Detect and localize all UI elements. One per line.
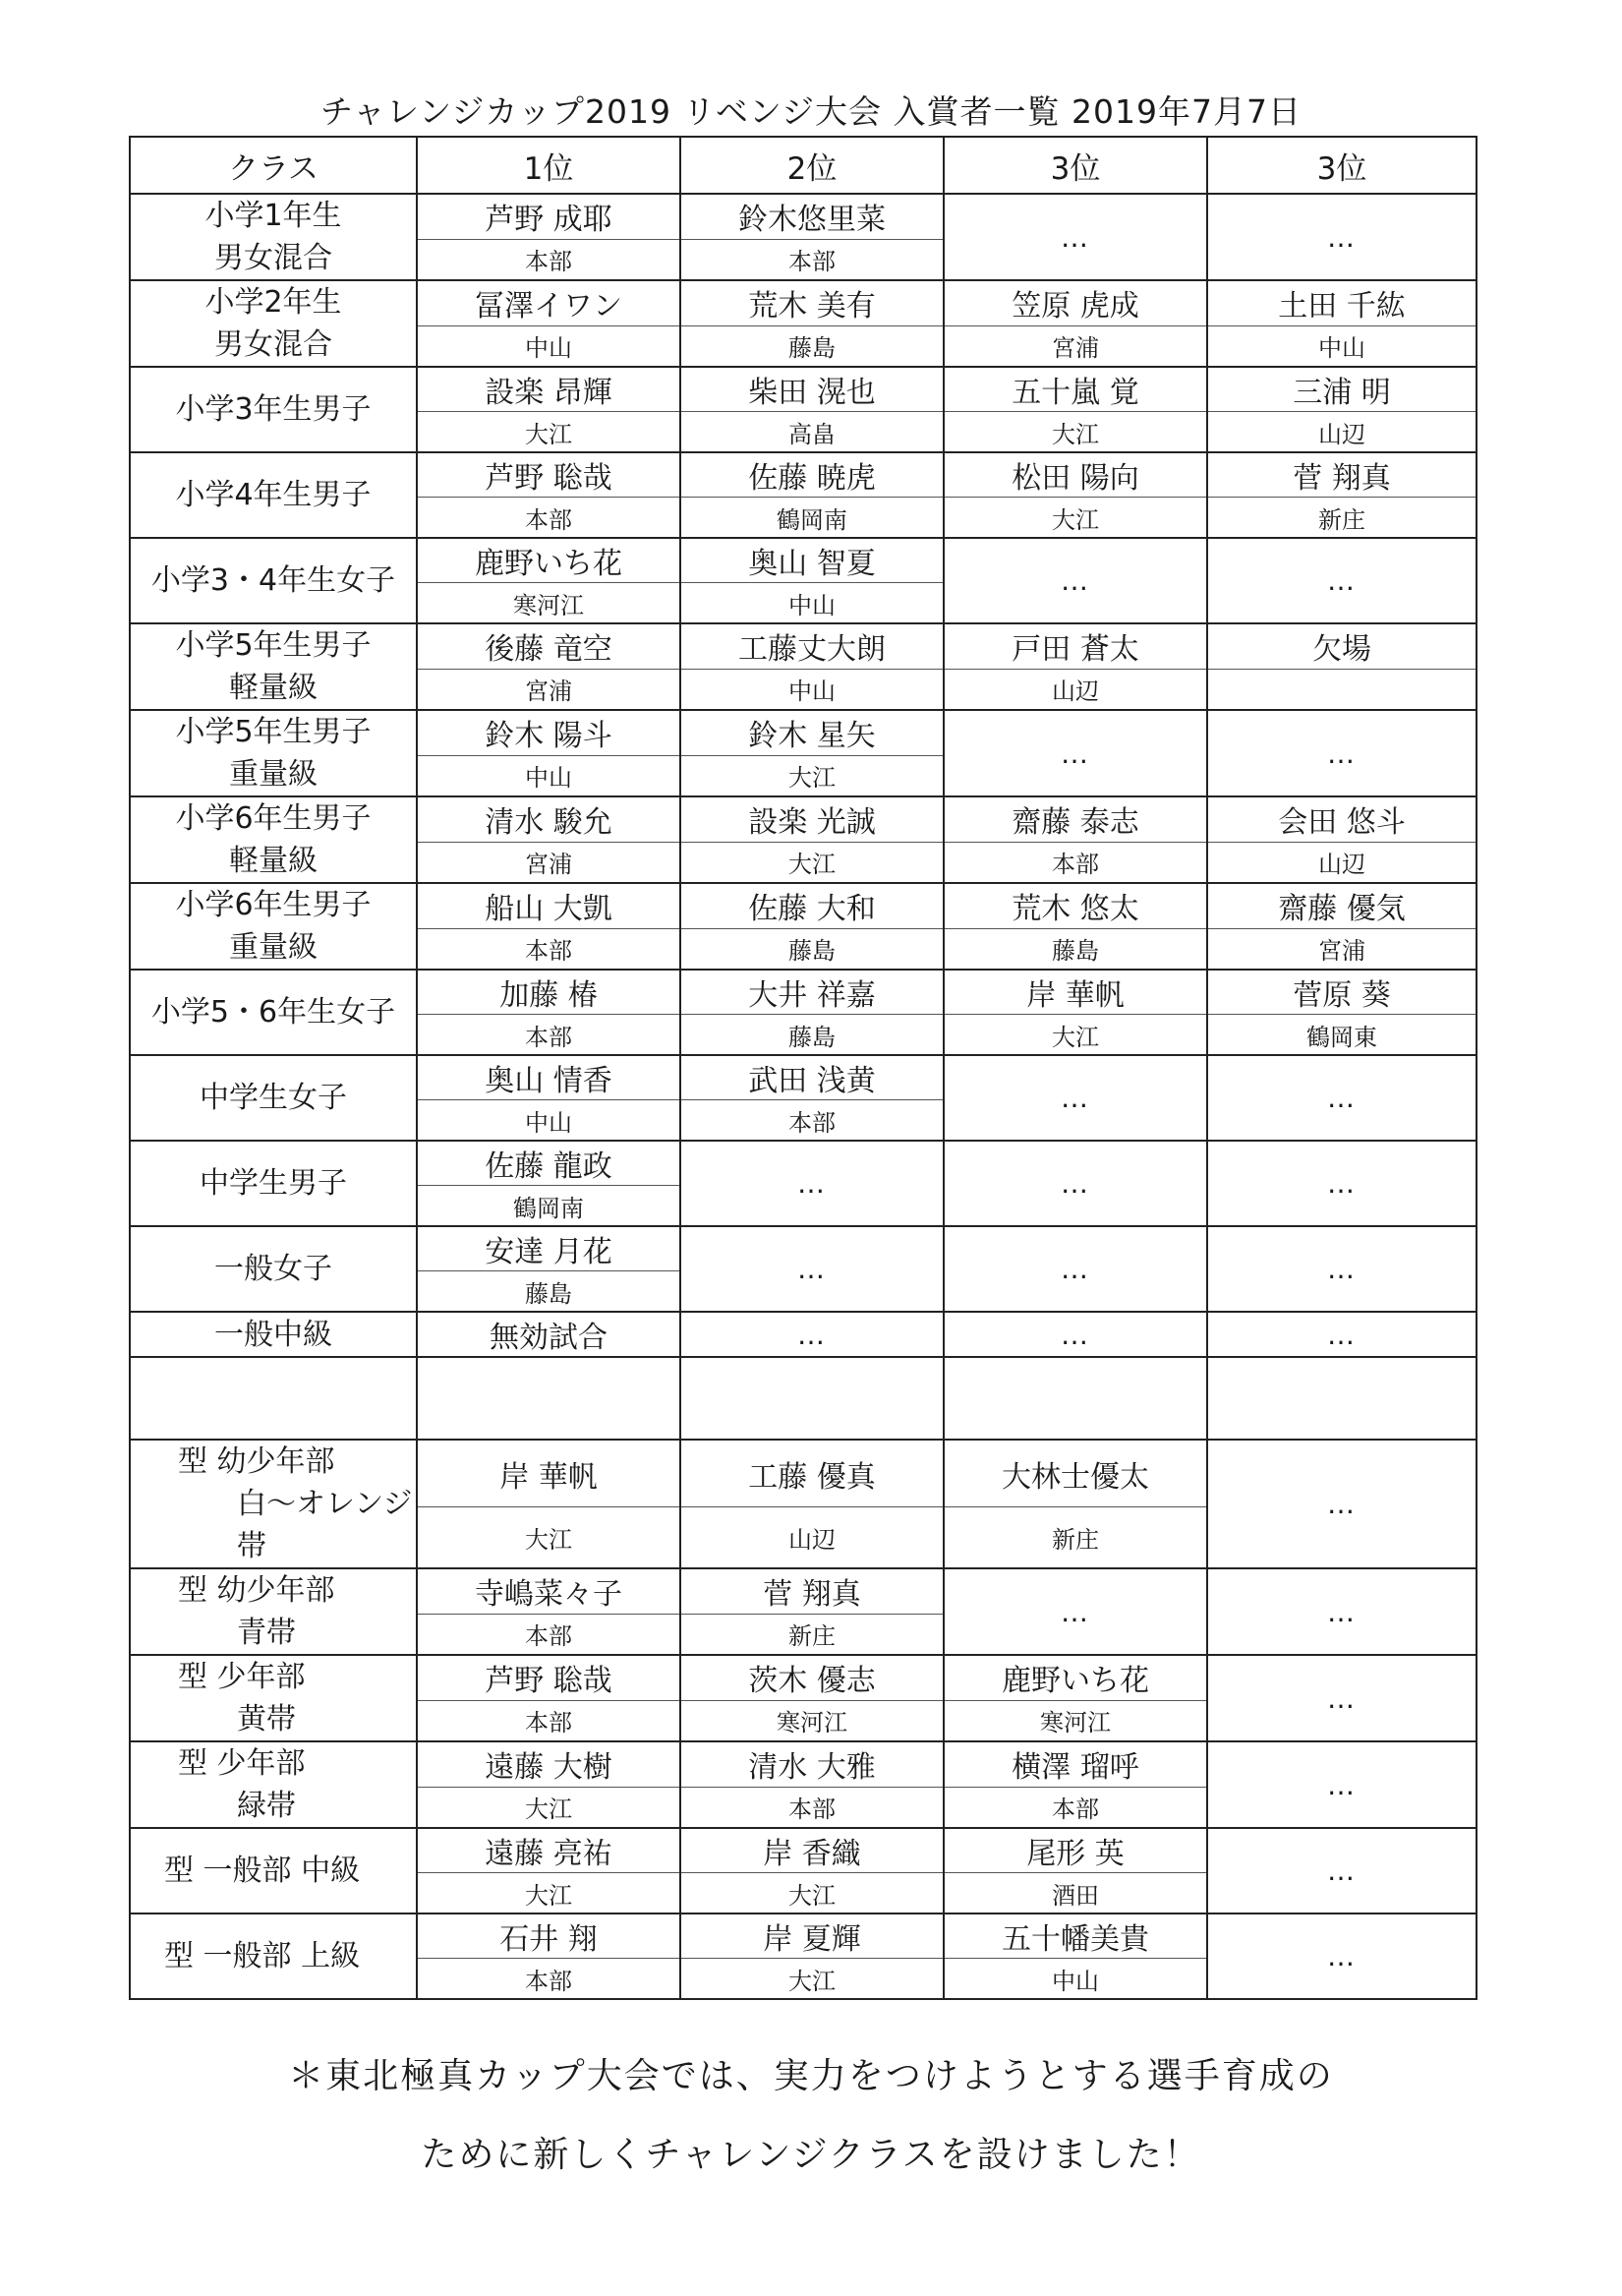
winner-name: 大井 祥嘉 [680, 970, 944, 1015]
class-label: 小学5年生男子 [175, 628, 372, 663]
blank-cell [680, 1357, 944, 1440]
results-body [130, 194, 1477, 1999]
winner-name: 冨澤イワン [417, 280, 680, 325]
winner-name: 奥山 智夏 [680, 538, 944, 583]
header-3rd-a: 3位 [944, 137, 1207, 194]
winner-name: 鈴木 陽斗 [417, 710, 680, 755]
header-2nd: 2位 [680, 137, 944, 194]
result-row [130, 538, 1477, 583]
winner-name: 船山 大凱 [417, 883, 680, 928]
class-label: 軽量級 [229, 844, 318, 878]
blank-cell [1207, 1357, 1477, 1440]
winner-name: 鈴木 星矢 [680, 710, 944, 755]
result-row [130, 710, 1477, 755]
winner-dojo: 本部 [417, 1959, 680, 2000]
winner-dojo: 本部 [417, 1614, 680, 1655]
class-label: 一般中級 [214, 1317, 332, 1352]
class-label: 小学5・6年生女子 [150, 995, 396, 1030]
class-label: 中学生男子 [200, 1166, 347, 1201]
class-cell [130, 280, 417, 367]
class-cell [130, 1440, 417, 1568]
empty-placeholder: … [1207, 1568, 1477, 1655]
winner-dojo: 中山 [417, 1100, 680, 1142]
winner-dojo: 本部 [417, 928, 680, 970]
winner-name: 岸 香織 [680, 1828, 944, 1873]
class-label: 小学6年生男子 [175, 888, 372, 922]
winner-dojo: 本部 [944, 842, 1207, 883]
winner-name: 戸田 蒼太 [944, 623, 1207, 669]
winner-name: 五十嵐 覚 [944, 367, 1207, 412]
class-label: 型 一般部 上級 [164, 1939, 361, 1973]
empty-placeholder: … [1207, 1055, 1477, 1141]
result-row [130, 452, 1477, 498]
winner-dojo: 鶴岡南 [417, 1186, 680, 1227]
class-cell [130, 1312, 417, 1357]
blank-cell [944, 1357, 1207, 1440]
winner-name: 松田 陽向 [944, 452, 1207, 498]
winner-dojo: 藤島 [680, 928, 944, 970]
class-cell [130, 1741, 417, 1828]
winner-name: 設楽 昂輝 [417, 367, 680, 412]
class-cell [130, 883, 417, 970]
result-row [130, 1440, 1477, 1507]
result-row [130, 883, 1477, 928]
winner-name: 横澤 瑠呼 [944, 1741, 1207, 1787]
header-class: クラス [130, 137, 417, 194]
winner-name: 工藤丈大朗 [680, 623, 944, 669]
empty-placeholder: … [1207, 194, 1477, 280]
winner-dojo: 鶴岡東 [1207, 1015, 1477, 1056]
winner-dojo: 藤島 [680, 1015, 944, 1056]
winner-name: 後藤 竜空 [417, 623, 680, 669]
class-label: 小学1年生 [204, 199, 342, 233]
winner-dojo: 藤島 [680, 325, 944, 367]
class-cell [130, 452, 417, 538]
result-row [130, 280, 1477, 325]
winner-dojo: 中山 [417, 755, 680, 796]
winner-name: 荒木 美有 [680, 280, 944, 325]
empty-placeholder: … [944, 194, 1207, 280]
winner-dojo: 大江 [680, 1873, 944, 1914]
winner-dojo: 大江 [680, 842, 944, 883]
winner-name: 大林士優太 [944, 1440, 1207, 1507]
class-cell [130, 623, 417, 710]
winner-dojo: 高畠 [680, 412, 944, 453]
winner-dojo: 山辺 [944, 669, 1207, 710]
winner-dojo: 中山 [1207, 325, 1477, 367]
winner-name: 芦野 聡哉 [417, 1655, 680, 1700]
class-label: 型 幼少年部 [178, 1573, 335, 1608]
class-label: 小学3・4年生女子 [150, 563, 396, 598]
blank-row [130, 1357, 1477, 1440]
winner-name: 齋藤 泰志 [944, 796, 1207, 842]
header-3rd-b: 3位 [1207, 137, 1477, 194]
class-label: 中学生女子 [200, 1081, 347, 1115]
class-label: 小学5年生男子 [175, 715, 372, 749]
empty-placeholder: … [1207, 1226, 1477, 1312]
winner-name: 鈴木悠里菜 [680, 194, 944, 239]
class-cell [130, 1655, 417, 1741]
winner-name: 佐藤 龍政 [417, 1141, 680, 1186]
class-cell [130, 1141, 417, 1226]
winner-dojo: 大江 [944, 412, 1207, 453]
result-row [130, 1913, 1477, 1959]
winner-name: 荒木 悠太 [944, 883, 1207, 928]
winner-name: 鹿野いち花 [944, 1655, 1207, 1700]
winner-dojo: 酒田 [944, 1873, 1207, 1914]
empty-placeholder: … [944, 1568, 1207, 1655]
winner-name: 遠藤 亮祐 [417, 1828, 680, 1873]
winner-dojo: 宮浦 [944, 325, 1207, 367]
empty-placeholder: … [680, 1141, 944, 1226]
class-label: 小学4年生男子 [175, 478, 372, 512]
class-label: 小学2年生 [204, 285, 342, 320]
empty-placeholder: … [680, 1226, 944, 1312]
class-label: 青帯 [237, 1616, 296, 1650]
winner-name: 安達 月花 [417, 1226, 680, 1271]
winner-dojo: 中山 [680, 669, 944, 710]
winner-name: 清水 駿允 [417, 796, 680, 842]
class-cell [130, 1055, 417, 1141]
winner-dojo: 鶴岡南 [680, 498, 944, 539]
results-table [129, 136, 1477, 2000]
header-row [130, 137, 1477, 194]
result-row [130, 1568, 1477, 1614]
result-row [130, 1741, 1477, 1787]
class-label: 黄帯 [237, 1702, 296, 1737]
class-label: 型 少年部 [178, 1746, 306, 1781]
winner-dojo: 本部 [944, 1787, 1207, 1828]
blank-cell [417, 1357, 680, 1440]
note-line-2: ために新しくチャレンジクラスを設けました！ [421, 2135, 1201, 2175]
winner-dojo: 大江 [417, 1507, 680, 1569]
winner-name: 設楽 光誠 [680, 796, 944, 842]
class-label: 型 一般部 中級 [164, 1854, 361, 1888]
result-row [130, 796, 1477, 842]
winner-dojo: 本部 [680, 1787, 944, 1828]
winner-name: 奥山 情香 [417, 1055, 680, 1100]
winner-dojo: 大江 [417, 1787, 680, 1828]
empty-placeholder: … [1207, 1655, 1477, 1741]
winner-name: 清水 大雅 [680, 1741, 944, 1787]
winner-dojo: 新庄 [680, 1614, 944, 1655]
winner-name: 柴田 滉也 [680, 367, 944, 412]
winner-name: 五十幡美貴 [944, 1913, 1207, 1959]
winner-dojo: 大江 [680, 755, 944, 796]
class-cell [130, 1568, 417, 1655]
winner-dojo: 中山 [680, 583, 944, 624]
winner-name: 寺嶋菜々子 [417, 1568, 680, 1614]
empty-placeholder: … [944, 1226, 1207, 1312]
winner-name: 会田 悠斗 [1207, 796, 1477, 842]
winner-name: 茨木 優志 [680, 1655, 944, 1700]
winner-name: 菅原 葵 [1207, 970, 1477, 1015]
class-cell [130, 710, 417, 796]
class-label: 緑帯 [237, 1789, 296, 1823]
class-label: 型 幼少年部 [178, 1444, 335, 1479]
empty-placeholder: … [944, 1055, 1207, 1141]
winner-dojo: 宮浦 [417, 669, 680, 710]
empty-placeholder: … [944, 1312, 1207, 1357]
winner-name: 工藤 優真 [680, 1440, 944, 1507]
winner-name: 芦野 聡哉 [417, 452, 680, 498]
winner-dojo: 大江 [944, 498, 1207, 539]
result-row [130, 623, 1477, 669]
class-cell [130, 1913, 417, 1999]
winner-dojo: 本部 [417, 1015, 680, 1056]
winner-dojo: 大江 [417, 412, 680, 453]
winner-name: 岸 夏輝 [680, 1913, 944, 1959]
winner-dojo: 宮浦 [1207, 928, 1477, 970]
winner-dojo: 本部 [680, 239, 944, 280]
winner-dojo: 藤島 [417, 1271, 680, 1313]
class-label: 一般女子 [214, 1252, 332, 1286]
empty-placeholder: … [1207, 1141, 1477, 1226]
winner-name: 芦野 成耶 [417, 194, 680, 239]
winner-dojo: 本部 [417, 239, 680, 280]
winner-dojo: 山辺 [680, 1507, 944, 1569]
header-1st: 1位 [417, 137, 680, 194]
class-label: 小学3年生男子 [175, 392, 372, 427]
winner-dojo: 山辺 [1207, 842, 1477, 883]
winner-dojo: 大江 [944, 1015, 1207, 1056]
winner-dojo: 寒河江 [417, 583, 680, 624]
result-row [130, 367, 1477, 412]
class-label: 型 少年部 [178, 1660, 306, 1694]
winner-dojo: 宮浦 [417, 842, 680, 883]
winner-dojo: 本部 [417, 498, 680, 539]
winner-dojo: 中山 [944, 1959, 1207, 2000]
empty-placeholder: … [1207, 710, 1477, 796]
class-cell [130, 1226, 417, 1312]
winner-name: 加藤 椿 [417, 970, 680, 1015]
winner-name: 武田 浅黄 [680, 1055, 944, 1100]
winner-dojo: 寒河江 [680, 1700, 944, 1741]
winner-dojo: 寒河江 [944, 1700, 1207, 1741]
winner-dojo: 大江 [417, 1873, 680, 1914]
class-cell [130, 538, 417, 623]
class-label: 重量級 [229, 930, 318, 965]
empty-placeholder: … [944, 1141, 1207, 1226]
class-label: 男女混合 [214, 327, 332, 362]
empty-placeholder: … [1207, 1312, 1477, 1357]
result-row [130, 1226, 1477, 1271]
class-cell [130, 1828, 417, 1913]
empty-placeholder: … [944, 710, 1207, 796]
class-cell [130, 194, 417, 280]
class-cell [130, 367, 417, 452]
empty-placeholder: … [1207, 1440, 1477, 1568]
winner-name: 笠原 虎成 [944, 280, 1207, 325]
winner-dojo: 本部 [417, 1700, 680, 1741]
winner-dojo [1207, 669, 1477, 710]
winner-name: 佐藤 暁虎 [680, 452, 944, 498]
winner-dojo: 新庄 [1207, 498, 1477, 539]
winner-name: 尾形 英 [944, 1828, 1207, 1873]
winner-name: 遠藤 大樹 [417, 1741, 680, 1787]
winner-name: 菅 翔真 [680, 1568, 944, 1614]
winner-name: 鹿野いち花 [417, 538, 680, 583]
winner-name: 齋藤 優気 [1207, 883, 1477, 928]
class-label: 小学6年生男子 [175, 801, 372, 836]
class-label: 軽量級 [229, 671, 318, 705]
class-label: 男女混合 [214, 241, 332, 275]
result-row [130, 1655, 1477, 1700]
winner-dojo: 本部 [680, 1100, 944, 1142]
class-cell [130, 970, 417, 1055]
class-cell [130, 796, 417, 883]
result-row [130, 1141, 1477, 1186]
winner-name: 欠場 [1207, 623, 1477, 669]
winner-name: 石井 翔 [417, 1913, 680, 1959]
note-line-1: ＊東北極真カップ大会では、実力をつけようとする選手育成の [288, 2056, 1334, 2096]
empty-placeholder: … [1207, 1741, 1477, 1828]
empty-placeholder: … [1207, 538, 1477, 623]
result-row [130, 970, 1477, 1015]
winner-dojo: 大江 [680, 1959, 944, 2000]
winner-name: 土田 千紘 [1207, 280, 1477, 325]
class-label: 白～オレンジ帯 [237, 1487, 413, 1563]
winner-dojo: 新庄 [944, 1507, 1207, 1569]
winner-name: 三浦 明 [1207, 367, 1477, 412]
result-note: 無効試合 [417, 1312, 680, 1357]
winner-dojo: 山辺 [1207, 412, 1477, 453]
empty-placeholder: … [1207, 1828, 1477, 1913]
empty-placeholder: … [1207, 1913, 1477, 1999]
winner-name: 岸 華帆 [417, 1440, 680, 1507]
result-row [130, 1828, 1477, 1873]
result-row [130, 194, 1477, 239]
winner-name: 菅 翔真 [1207, 452, 1477, 498]
winner-dojo: 藤島 [944, 928, 1207, 970]
winner-name: 岸 華帆 [944, 970, 1207, 1015]
result-row [130, 1055, 1477, 1100]
winner-name: 佐藤 大和 [680, 883, 944, 928]
blank-cell [130, 1357, 417, 1440]
empty-placeholder: … [944, 538, 1207, 623]
class-label: 重量級 [229, 757, 318, 792]
empty-placeholder: … [680, 1312, 944, 1357]
page-title: チャレンジカップ2019 リベンジ大会 入賞者一覧 2019年7月7日 [320, 92, 1302, 131]
winner-dojo: 中山 [417, 325, 680, 367]
